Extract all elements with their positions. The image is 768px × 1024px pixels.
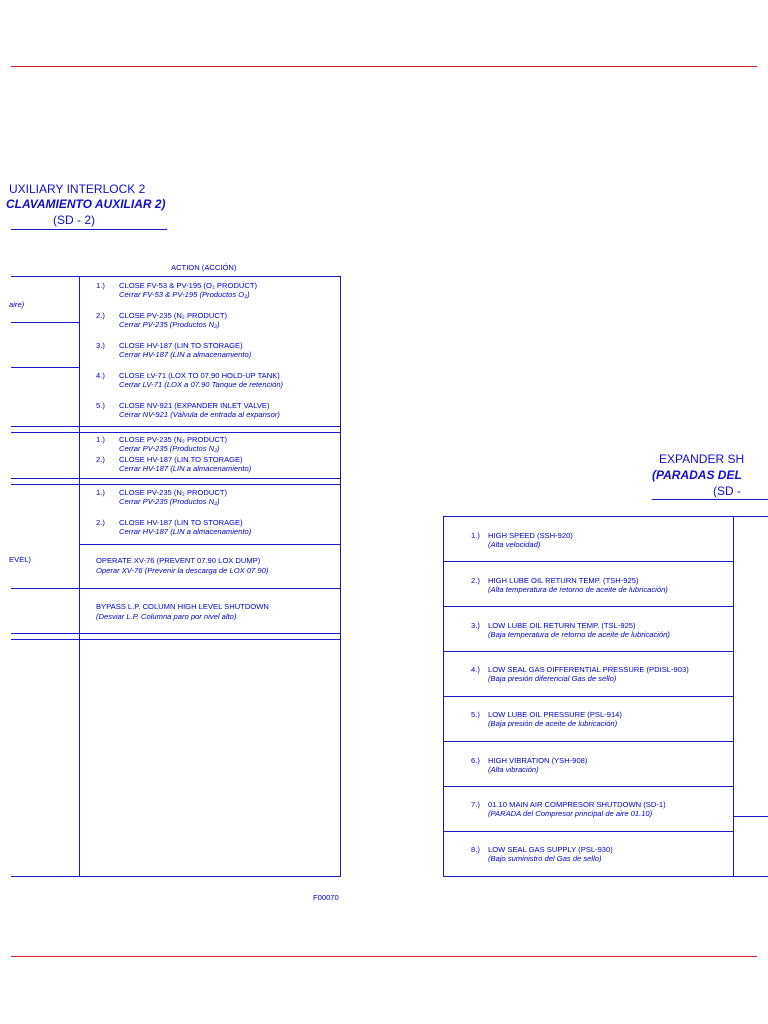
shutdown-item-en: 01.10 MAIN AIR COMPRESOR SHUTDOWN (SD-1) — [488, 800, 666, 809]
right-row-separator — [443, 561, 733, 562]
right-row-separator — [443, 696, 733, 697]
g1-item-es: Cerrar PV-235 (Productos N₂) — [119, 320, 220, 329]
shutdown-item-es: (Alta velocidad) — [488, 540, 541, 549]
right-table-top-border — [443, 516, 768, 517]
shutdown-item-en: HIGH SPEED (SSH-920) — [488, 531, 573, 540]
shutdown-item-en: HIGH VIBRATION (YSH-908) — [488, 756, 588, 765]
bottom-border-line — [11, 956, 757, 957]
shutdown-item-en: LOW LUBE OIL RETURN TEMP. (TSL-925) — [488, 621, 636, 630]
g1-item-en: CLOSE NV-921 (EXPANDER INLET VALVE) — [119, 401, 270, 410]
right-row-separator — [443, 831, 733, 832]
shutdown-item-num: 1.) — [471, 531, 480, 540]
right-row-separator — [443, 651, 733, 652]
table-column-divider — [79, 276, 80, 877]
g2-item-num: 2.) — [96, 455, 105, 464]
bypass-es: (Desviar L.P. Columna paro por nivel alto) — [96, 612, 237, 621]
g2-item-es: Cerrar PV-235 (Productos N₂) — [119, 444, 220, 453]
g3-item-en: CLOSE HV-187 (LIN TO STORAGE) — [119, 518, 243, 527]
row-separator — [79, 588, 341, 589]
left-title-en: UXILIARY INTERLOCK 2 — [9, 182, 146, 196]
table-top-border — [11, 276, 341, 277]
shutdown-item-en: LOW SEAL GAS DIFFERENTIAL PRESSURE (PDISL-903) — [488, 665, 689, 674]
table-right-border — [340, 276, 341, 877]
g1-item-es: Cerrar NV-921 (Válvula de entrada al expansor) — [119, 410, 280, 419]
g1-item-num: 1.) — [96, 281, 105, 290]
shutdown-item-es: (Baja presión diferencial Gas de sello) — [488, 674, 617, 683]
shutdown-item-num: 4.) — [471, 665, 480, 674]
g2-item-num: 1.) — [96, 435, 105, 444]
left-col-row-line — [11, 367, 79, 368]
left-col-row-line — [11, 322, 79, 323]
shutdown-item-num: 3.) — [471, 621, 480, 630]
right-row-separator — [443, 741, 733, 742]
g1-item-num: 3.) — [96, 341, 105, 350]
row-separator — [11, 432, 341, 433]
g1-item-num: 5.) — [96, 401, 105, 410]
g1-item-es: Cerrar HV-187 (LIN a almacenamiento) — [119, 350, 252, 359]
top-border-line — [11, 66, 757, 67]
g2-item-es: Cerrar HV-187 (LIN a almacenamiento) — [119, 464, 252, 473]
right-title-es: (PARADAS DEL — [652, 468, 742, 482]
g2-item-en: CLOSE HV-187 (LIN TO STORAGE) — [119, 455, 243, 464]
row-separator — [11, 478, 341, 479]
shutdown-item-es: (Alta temperatura de retorno de aceite de lubricación) — [488, 585, 668, 594]
g1-item-en: CLOSE PV-235 (N₂ PRODUCT) — [119, 311, 228, 320]
left-col-row-line — [11, 588, 79, 589]
g1-item-num: 4.) — [96, 371, 105, 380]
g3-item-num: 2.) — [96, 518, 105, 527]
g1-item-num: 2.) — [96, 311, 105, 320]
shutdown-item-en: LOW LUBE OIL PRESSURE (PSL-914) — [488, 710, 622, 719]
shutdown-item-en: HIGH LUBE OIL RETURN TEMP. (TSH-925) — [488, 576, 639, 585]
right-table-partial-line — [733, 816, 768, 817]
left-title-underline — [11, 229, 167, 230]
g3-item-es: Cerrar HV-187 (LIN a almacenamiento) — [119, 527, 252, 536]
action-header: ACTION (ACCIÓN) — [171, 263, 237, 272]
g1-item-es: Cerrar LV-71 (LOX a 07.90 Tanque de retención) — [119, 380, 284, 389]
shutdown-item-es: (Baja presión de aceite de lubricación) — [488, 719, 618, 728]
left-title-sd: (SD - 2) — [53, 213, 95, 227]
g1-item-en: CLOSE FV-53 & PV-195 (O₂ PRODUCT) — [119, 281, 257, 290]
shutdown-item-es: (PARADA del Compresor principal de aire 01.10) — [488, 809, 653, 818]
row-separator — [11, 639, 341, 640]
side-label-aire: aire) — [9, 300, 25, 309]
shutdown-item-num: 8.) — [471, 845, 480, 854]
g1-item-en: CLOSE HV-187 (LIN TO STORAGE) — [119, 341, 243, 350]
shutdown-item-en: LOW SEAL GAS SUPPLY (PSL-930) — [488, 845, 613, 854]
operate-es: Operar XV-76 (Prevenir la descarga de LOX 07.90) — [96, 566, 269, 575]
shutdown-item-num: 5.) — [471, 710, 480, 719]
g3-item-en: CLOSE PV-235 (N₂ PRODUCT) — [119, 488, 228, 497]
shutdown-item-es: (Baja temperatura de retorno de aceite de lubricación) — [488, 630, 670, 639]
g3-item-es: Cerrar PV-235 (Productos N₂) — [119, 497, 220, 506]
right-title-sd: (SD - — [713, 484, 741, 498]
side-label-level: EVEL) — [9, 555, 31, 564]
right-table-bottom-border — [443, 876, 768, 877]
row-separator — [79, 544, 341, 545]
g1-item-es: Cerrar FV-53 & PV-195 (Productos O₂) — [119, 290, 250, 299]
g1-item-en: CLOSE LV-71 (LOX TO 07.90 HOLD-UP TANK) — [119, 371, 280, 380]
right-table-column-divider — [733, 516, 734, 877]
shutdown-item-es: (Bajo suministro del Gas de sello) — [488, 854, 602, 863]
row-separator — [11, 484, 341, 485]
table-bottom-border — [11, 876, 341, 877]
shutdown-item-num: 2.) — [471, 576, 480, 585]
row-separator — [11, 633, 341, 634]
figure-id: F00070 — [313, 893, 339, 902]
right-row-separator — [443, 786, 733, 787]
shutdown-item-num: 6.) — [471, 756, 480, 765]
right-title-en: EXPANDER SH — [659, 452, 745, 466]
bypass-en: BYPASS L.P. COLUMN HIGH LEVEL SHUTDOWN — [96, 602, 269, 611]
shutdown-item-num: 7.) — [471, 800, 480, 809]
shutdown-item-es: (Alta vibración) — [488, 765, 539, 774]
g3-item-num: 1.) — [96, 488, 105, 497]
row-separator — [11, 426, 341, 427]
left-title-es: CLAVAMIENTO AUXILIAR 2) — [6, 197, 166, 211]
right-row-separator — [443, 606, 733, 607]
right-title-underline — [652, 499, 768, 500]
g2-item-en: CLOSE PV-235 (N₂ PRODUCT) — [119, 435, 228, 444]
operate-en: OPERATE XV-76 (PREVENT 07.90 LOX DUMP) — [96, 556, 261, 565]
